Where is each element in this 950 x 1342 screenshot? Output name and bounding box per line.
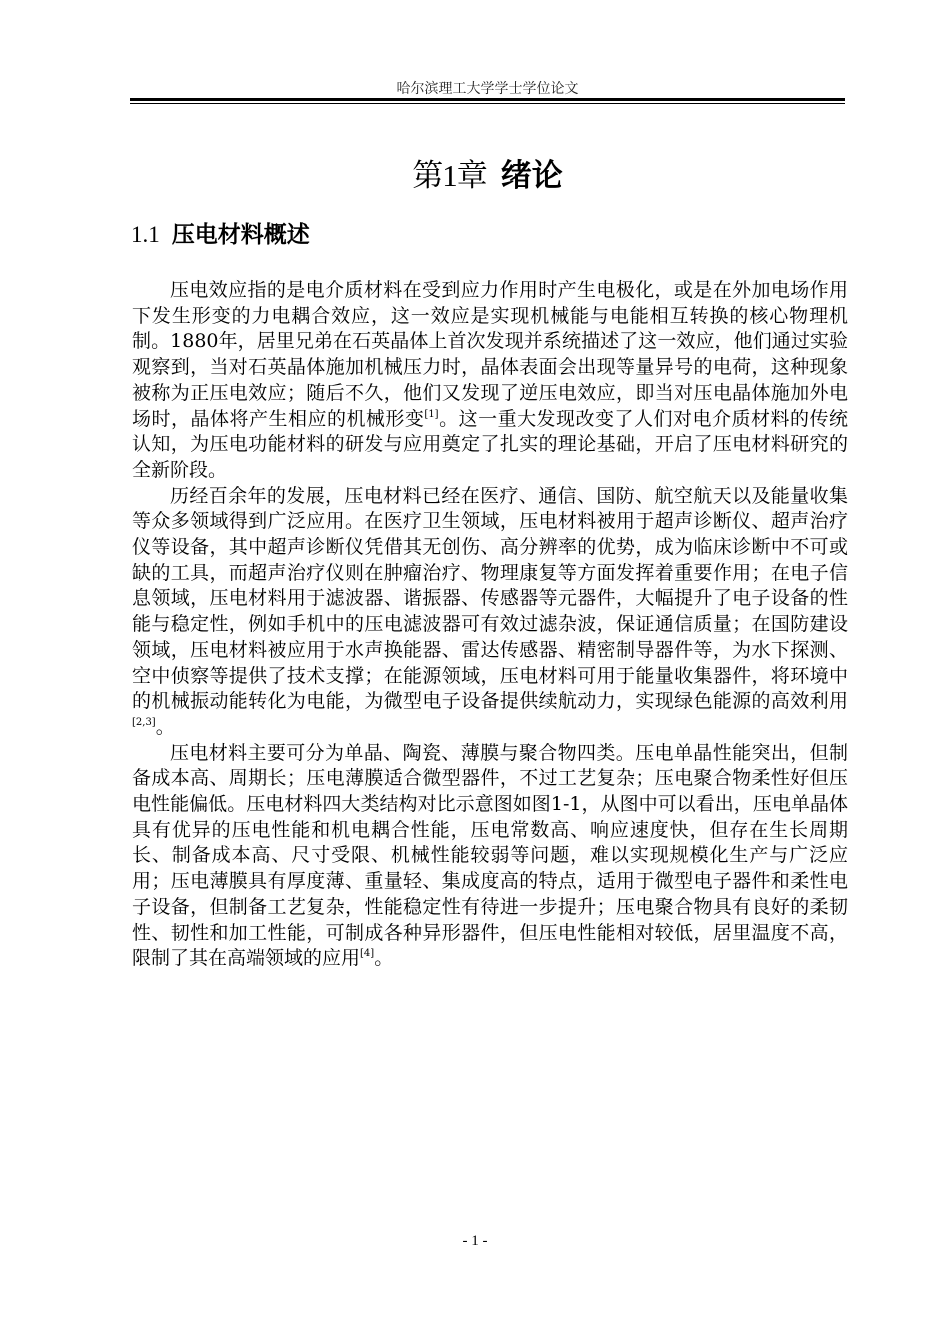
citation-1[interactable]: [1]: [424, 408, 439, 420]
chapter-number: 第1章: [412, 158, 487, 193]
paragraph-2-text: 历经百余年的发展，压电材料已经在医疗、通信、国防、航空航天以及能量收集等众多领域得到广泛应用。在医疗卫生领域，压电材料被用于超声诊断仪、超声治疗仪等设备，其中超声诊断仪凭借其无创伤、高分辨率的优势，成为临床诊断中不可或缺的工具，而超声治疗仪则在肿瘤治疗、物理康复等方面发挥着重要作用；在电子信息领域，压电材料用于滤波器、谐振器、传感器等元器件，大幅提升了电子设备的性能与稳定性，例如手机中的压电滤波器可有效过滤杂波，保证通信质量；在国防建设领域，压电材料被应用于水声换能器、雷达传感器、精密制导器件等，为水下探测、空中侦察等提供了技术支撑；在能源领域，压电材料可用于能量收集器件，将环境中的机械振动能转化为电能，为微型电子设备提供续航动力，实现绿色能源的高效利用: [132, 484, 848, 713]
citation-2-3[interactable]: [2,3]: [132, 716, 156, 728]
chapter-heading: [130, 154, 845, 198]
paragraph-3: [132, 741, 848, 972]
chapter-title: 绪论: [500, 158, 563, 194]
body-text: [132, 278, 848, 972]
paragraph-1-text: 压电效应指的是电介质材料在受到应力作用时产生电极化，或是在外加电场作用下发生形变的力电耦合效应，这一效应是实现机械能与电能相互转换的核心物理机制。1880年，居里兄弟在石英晶体上首次发现并系统描述了这一效应，他们通过实验观察到，当对石英晶体施加机械压力时，晶体表面会出现等量异号的电荷，这种现象被称为正压电效应；随后不久，他们又发现了逆压电效应，即当对压电晶体施加外电场时，晶体将产生相应的机械形变: [132, 279, 848, 430]
paragraph-1-tail: 。这一重大发现改变了人们对电介质材料的传统认知，为压电功能材料的研发与应用奠定了扎实的理论基础，开启了压电材料研究的全新阶段。: [132, 407, 848, 481]
page-number: - 1 -: [462, 1233, 488, 1249]
header-rule-thin: [130, 103, 845, 104]
paragraph-3-text: 压电材料主要可分为单晶、陶瓷、薄膜与聚合物四类。压电单晶性能突出，但制备成本高、周期长；压电薄膜适合微型器件，不过工艺复杂；压电聚合物柔性好但压电性能偏低。压电材料四大类结构对比示意图如图1-1，从图中可以看出，压电单晶体具有优异的压电性能和机电耦合性能，压电常数高、响应速度快，但存在生长周期长、制备成本高、尺寸受限、机械性能较弱等问题，难以实现规模化生产与广泛应用；压电薄膜具有厚度薄、重量轻、集成度高的特点，适用于微型电子器件和柔性电子设备，但制备工艺复杂，性能稳定性有待进一步提升；压电聚合物具有良好的柔韧性、韧性和加工性能，可制成各种异形器件，但压电性能相对较低，居里温度不高，限制了其在高端领域的应用: [132, 741, 848, 970]
header-rule-thick: [130, 98, 845, 101]
running-header: 哈尔滨理工大学学士学位论文: [396, 81, 579, 97]
section-title: 压电材料概述: [171, 222, 310, 248]
paragraph-2-tail: 。: [155, 715, 175, 738]
paragraph-3-tail: 。: [374, 947, 394, 970]
citation-4[interactable]: [4]: [360, 948, 375, 960]
paragraph-1: [132, 278, 848, 484]
section-heading: [131, 218, 310, 252]
section-number: 1.1: [131, 222, 160, 247]
paragraph-2: [132, 484, 848, 741]
